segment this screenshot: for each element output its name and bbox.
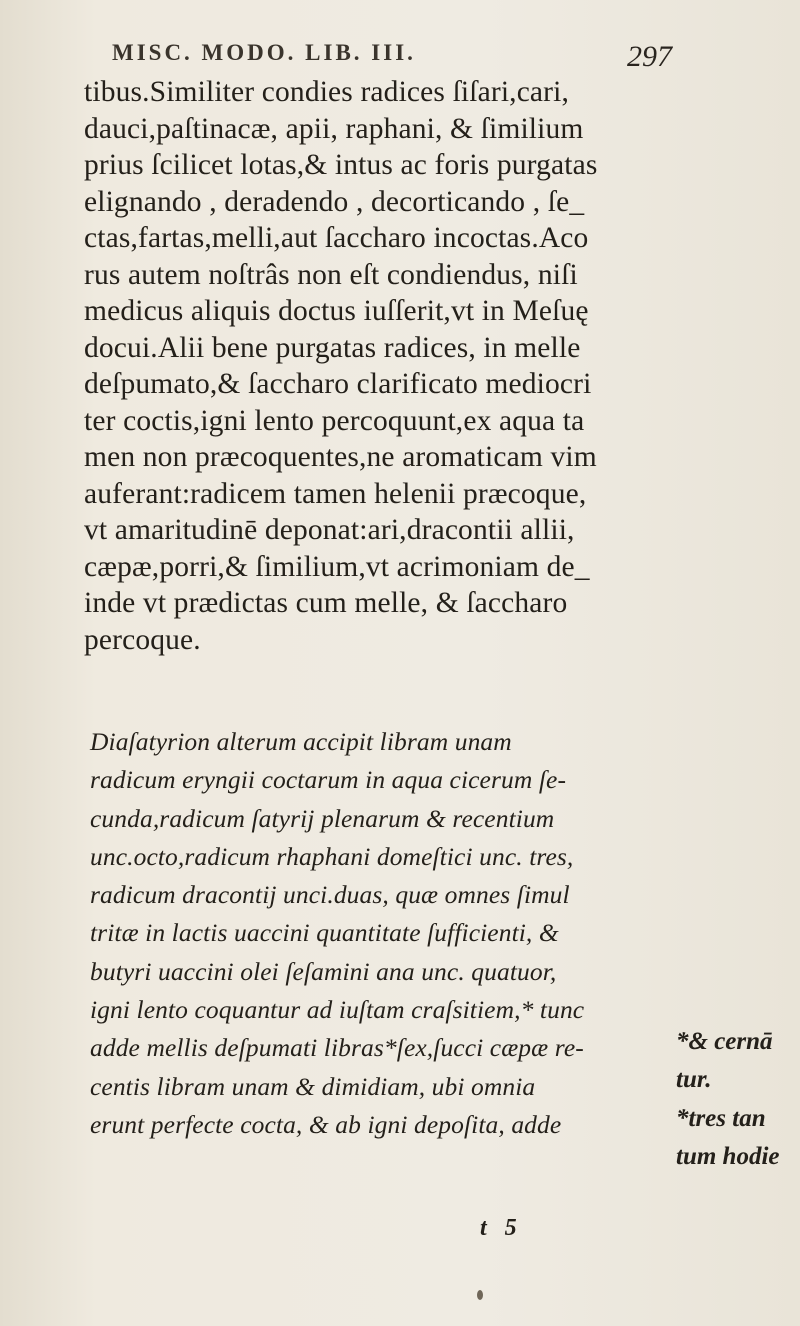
running-title: MISC. MODO. LIB. III. bbox=[112, 40, 416, 65]
recipe-line: unc.octo,radicum rhaphani domeſtici unc. tres, bbox=[90, 841, 574, 871]
ink-speck bbox=[477, 1290, 483, 1300]
recipe-line: radicum dracontij unci.duas, quæ omnes ſimul bbox=[90, 880, 570, 910]
text-line: inde vt prædictas cum melle, & ſaccharo bbox=[84, 587, 568, 619]
recipe-line: adde mellis deſpumati libras*ſex,ſucci cæpæ re- bbox=[90, 1033, 584, 1063]
recipe-line: radicum eryngii coctarum in aqua cicerum ſe- bbox=[90, 765, 567, 795]
recipe-line: igni lento coquantur ad iuſtam craſsitiem,* tunc bbox=[90, 995, 585, 1025]
text-line: rus autem noſtrâs non eſt condiendus, niſi bbox=[84, 258, 578, 291]
margin-note: tur. bbox=[676, 1066, 712, 1094]
recipe-line: erunt perfecte cocta, & ab igni depoſita, adde bbox=[90, 1109, 562, 1139]
page-number: 297 bbox=[627, 40, 672, 73]
text-line: prius ſcilicet lotas,& intus ac foris purgatas bbox=[84, 149, 598, 181]
recipe-line: cunda,radicum ſatyrij plenarum & recentium bbox=[90, 803, 555, 833]
margin-notes bbox=[676, 1023, 798, 1176]
text-line: deſpumato,& ſaccharo clarificato mediocri bbox=[84, 368, 592, 400]
signature-mark: t 5 bbox=[480, 1215, 523, 1241]
text-line: cæpæ,porri,& ſimilium,vt acrimoniam de_ bbox=[84, 550, 590, 583]
main-text-block bbox=[84, 74, 704, 658]
recipe-line: Diaſatyrion alterum accipit libram unam bbox=[90, 727, 512, 756]
text-line: elignando , deradendo , decorticando , ſe_ bbox=[84, 185, 585, 218]
recipe-block bbox=[90, 723, 650, 1144]
text-line: auferant:radicem tamen helenii præcoque, bbox=[84, 477, 587, 510]
recipe-line: centis libram unam & dimidiam, ubi omnia bbox=[90, 1071, 536, 1101]
text-line: tibus.Similiter condies radices ſiſari,cari, bbox=[84, 76, 570, 108]
text-line: medicus aliquis doctus iuſſerit,vt in Meſuę bbox=[84, 295, 589, 327]
text-line: vt amaritudinē deponat:ari,dracontii allii, bbox=[84, 514, 575, 546]
text-line: ctas,fartas,melli,aut ſaccharo incoctas.Aco bbox=[84, 222, 589, 254]
text-line: percoque. bbox=[84, 623, 201, 656]
margin-note: tum hodie bbox=[676, 1142, 780, 1170]
recipe-line: butyri uaccini olei ſeſamini ana unc. quatuor, bbox=[90, 956, 557, 986]
text-line: docui.Alii bene purgatas radices, in melle bbox=[84, 331, 581, 364]
margin-note: *& cernā bbox=[676, 1028, 773, 1055]
text-line: ter coctis,igni lento percoquunt,ex aqua ta bbox=[84, 404, 585, 437]
recipe-line: tritæ in lactis uaccini quantitate ſufficienti, & bbox=[90, 918, 559, 948]
text-line: dauci,paſtinacæ, apii, raphani, & ſimilium bbox=[84, 112, 584, 145]
margin-note: *tres tan bbox=[676, 1104, 766, 1132]
text-line: men non præcoquentes,ne aromaticam vim bbox=[84, 441, 597, 473]
